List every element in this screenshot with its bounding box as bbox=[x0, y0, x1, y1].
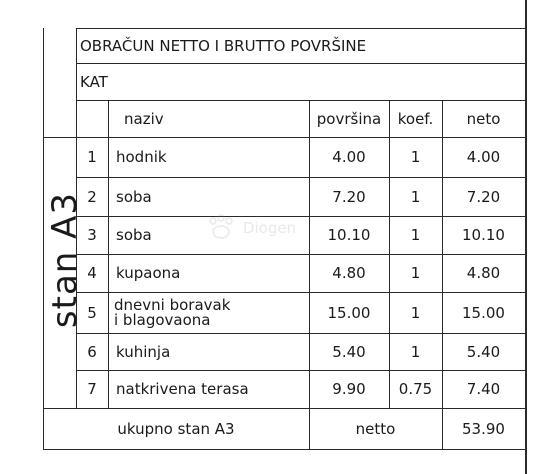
room-net: 15.00 bbox=[462, 303, 505, 322]
room-coef: 1 bbox=[410, 148, 421, 166]
room-area: 9.90 bbox=[332, 380, 366, 398]
table-title: OBRAČUN NETTO I BRUTTO POVRŠINE bbox=[80, 36, 367, 55]
room-coef: 1 bbox=[410, 303, 421, 322]
row-number: 3 bbox=[87, 226, 97, 244]
unit-label: stan A3 bbox=[45, 191, 86, 329]
room-area: 15.00 bbox=[327, 303, 371, 322]
watermark-text: Diogen bbox=[243, 219, 297, 237]
room-name bbox=[108, 292, 307, 333]
total-label: ukupno stan A3 bbox=[117, 419, 235, 438]
room-name: kuhinja bbox=[116, 342, 171, 361]
room-area: 10.10 bbox=[327, 226, 371, 244]
row-number: 6 bbox=[87, 342, 97, 361]
room-name-line1: dnevni boravak bbox=[114, 295, 231, 314]
total-value: 53.90 bbox=[462, 419, 505, 438]
row-number: 4 bbox=[87, 264, 97, 282]
room-name: kupaona bbox=[116, 264, 181, 282]
header-name: naziv bbox=[124, 109, 164, 128]
header-coef: koef. bbox=[397, 109, 434, 128]
room-net: 7.20 bbox=[466, 187, 501, 206]
room-net: 5.40 bbox=[466, 342, 501, 361]
room-coef: 1 bbox=[410, 226, 421, 244]
header-area: površina bbox=[316, 109, 382, 128]
room-net: 4.80 bbox=[466, 264, 501, 282]
room-net: 4.00 bbox=[466, 148, 501, 166]
room-area: 7.20 bbox=[332, 187, 366, 206]
room-name-line2: i blagovaona bbox=[114, 310, 211, 329]
room-name: hodnik bbox=[116, 148, 167, 166]
room-coef: 1 bbox=[410, 342, 421, 361]
room-area: 4.00 bbox=[332, 148, 366, 166]
room-area: 4.80 bbox=[332, 264, 366, 282]
room-net: 10.10 bbox=[462, 226, 505, 244]
row-number: 2 bbox=[87, 187, 97, 206]
level-label: KAT bbox=[80, 72, 108, 91]
room-coef: 1 bbox=[410, 187, 421, 206]
room-name: soba bbox=[116, 226, 152, 244]
room-name: soba bbox=[116, 187, 152, 206]
room-coef: 0.75 bbox=[398, 380, 433, 398]
header-net: neto bbox=[466, 109, 501, 128]
room-name: natkrivena terasa bbox=[116, 380, 249, 398]
row-number: 5 bbox=[87, 303, 97, 322]
room-net: 7.40 bbox=[466, 380, 501, 398]
total-type: netto bbox=[355, 419, 396, 438]
row-number: 1 bbox=[87, 148, 97, 166]
room-area: 5.40 bbox=[332, 342, 366, 361]
row-number: 7 bbox=[87, 380, 97, 398]
room-coef: 1 bbox=[410, 264, 421, 282]
